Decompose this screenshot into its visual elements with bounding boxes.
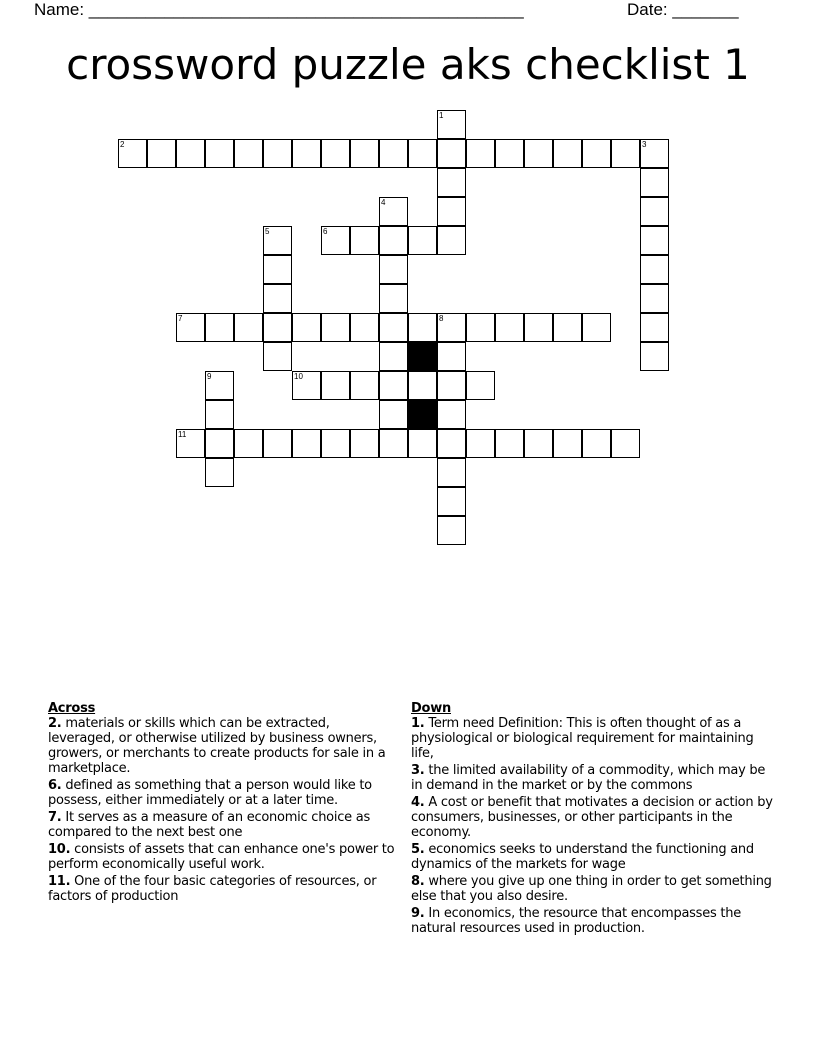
- grid-cell[interactable]: [466, 429, 495, 458]
- grid-cell[interactable]: [118, 139, 147, 168]
- grid-cell[interactable]: [379, 139, 408, 168]
- grid-cell[interactable]: [292, 313, 321, 342]
- clue-across: [48, 716, 398, 776]
- grid-cell[interactable]: [524, 139, 553, 168]
- grid-cell[interactable]: [205, 458, 234, 487]
- cell-number: 4: [381, 198, 386, 207]
- clue-text: Term need Definition: This is often thought of as a physiological or biological requirement for maintaining life,: [411, 716, 754, 761]
- clue-down: [411, 795, 776, 840]
- clue-down: [411, 874, 776, 904]
- clue-down: [411, 906, 776, 936]
- clue-number: 3.: [411, 763, 425, 778]
- grid-cell[interactable]: [495, 429, 524, 458]
- grid-cell[interactable]: [640, 255, 669, 284]
- grid-cell[interactable]: [524, 313, 553, 342]
- grid-cell[interactable]: [321, 371, 350, 400]
- page-title: crossword puzzle aks checklist 1: [66, 40, 750, 89]
- grid-cell[interactable]: [176, 313, 205, 342]
- clue-number: 11.: [48, 874, 71, 889]
- grid-cell[interactable]: [321, 429, 350, 458]
- grid-cell[interactable]: [234, 429, 263, 458]
- cell-number: 8: [439, 314, 444, 323]
- grid-cell[interactable]: [263, 255, 292, 284]
- grid-cell[interactable]: [147, 139, 176, 168]
- grid-cell[interactable]: [379, 197, 408, 226]
- grid-cell[interactable]: [176, 139, 205, 168]
- black-cell: [408, 400, 437, 429]
- grid-cell[interactable]: [408, 226, 437, 255]
- clue-text: A cost or benefit that motivates a decision or action by consumers, businesses, or other participants in the economy.: [411, 795, 773, 840]
- name-field[interactable]: Name: ______________________________________________: [34, 0, 524, 19]
- clue-text: One of the four basic categories of resources, or factors of production: [48, 874, 377, 904]
- cell-number: 2: [120, 140, 125, 149]
- clue-number: 4.: [411, 795, 425, 810]
- grid-cell[interactable]: [408, 139, 437, 168]
- clue-text: defined as something that a person would like to possess, either immediately or at a later time.: [48, 778, 372, 808]
- clue-text: the limited availability of a commodity, which may be in demand in the market or by the commons: [411, 763, 766, 793]
- grid-cell[interactable]: [640, 139, 669, 168]
- grid-cell[interactable]: [379, 313, 408, 342]
- grid-cell[interactable]: [263, 342, 292, 371]
- grid-cell[interactable]: [437, 487, 466, 516]
- grid-cell[interactable]: [321, 139, 350, 168]
- clue-text: where you give up one thing in order to get something else that you also desire.: [411, 874, 772, 904]
- clue-text: It serves as a measure of an economic choice as compared to the next best one: [48, 810, 371, 840]
- grid-cell[interactable]: [437, 313, 466, 342]
- grid-cell[interactable]: [495, 313, 524, 342]
- cell-number: 11: [178, 430, 187, 439]
- clue-number: 5.: [411, 842, 425, 857]
- clue-text: consists of assets that can enhance one's power to perform economically useful work.: [48, 842, 395, 872]
- cell-number: 1: [439, 111, 444, 120]
- clue-number: 1.: [411, 716, 425, 731]
- grid-cell[interactable]: [292, 429, 321, 458]
- grid-cell[interactable]: [379, 226, 408, 255]
- grid-cell[interactable]: [640, 284, 669, 313]
- grid-cell[interactable]: [379, 371, 408, 400]
- grid-cell[interactable]: [640, 168, 669, 197]
- grid-cell[interactable]: [437, 226, 466, 255]
- grid-cell[interactable]: [466, 139, 495, 168]
- clue-down: [411, 842, 776, 872]
- cell-number: 5: [265, 227, 270, 236]
- down-heading: Down: [411, 701, 451, 716]
- clue-down: [411, 763, 776, 793]
- grid-cell[interactable]: [263, 139, 292, 168]
- cell-number: 9: [207, 372, 212, 381]
- grid-cell[interactable]: [321, 313, 350, 342]
- grid-cell[interactable]: [292, 371, 321, 400]
- grid-cell[interactable]: [640, 342, 669, 371]
- grid-cell[interactable]: [437, 371, 466, 400]
- grid-cell[interactable]: [234, 139, 263, 168]
- grid-cell[interactable]: [263, 313, 292, 342]
- grid-cell[interactable]: [437, 400, 466, 429]
- clue-number: 6.: [48, 778, 62, 793]
- grid-cell[interactable]: [437, 168, 466, 197]
- grid-cell[interactable]: [553, 139, 582, 168]
- across-clues: [48, 701, 398, 906]
- grid-cell[interactable]: [350, 139, 379, 168]
- black-cell: [408, 342, 437, 371]
- grid-cell[interactable]: [582, 139, 611, 168]
- grid-cell[interactable]: [437, 516, 466, 545]
- grid-cell[interactable]: [437, 458, 466, 487]
- grid-cell[interactable]: [437, 197, 466, 226]
- grid-cell[interactable]: [205, 400, 234, 429]
- grid-cell[interactable]: [611, 429, 640, 458]
- grid-cell[interactable]: [437, 342, 466, 371]
- grid-cell[interactable]: [350, 371, 379, 400]
- grid-cell[interactable]: [205, 313, 234, 342]
- grid-cell[interactable]: [640, 226, 669, 255]
- grid-cell[interactable]: [640, 197, 669, 226]
- grid-cell[interactable]: [263, 226, 292, 255]
- cell-number: 10: [294, 372, 303, 381]
- clue-down: [411, 716, 776, 761]
- grid-cell[interactable]: [176, 429, 205, 458]
- grid-cell[interactable]: [379, 400, 408, 429]
- grid-cell[interactable]: [640, 313, 669, 342]
- down-clues: [411, 701, 776, 938]
- grid-cell[interactable]: [553, 313, 582, 342]
- clue-number: 8.: [411, 874, 425, 889]
- date-field[interactable]: Date: _______: [627, 0, 739, 19]
- clue-text: economics seeks to understand the functioning and dynamics of the markets for wage: [411, 842, 754, 872]
- grid-cell[interactable]: [205, 371, 234, 400]
- grid-cell[interactable]: [379, 342, 408, 371]
- grid-cell[interactable]: [553, 429, 582, 458]
- grid-cell[interactable]: [350, 226, 379, 255]
- grid-cell[interactable]: [205, 429, 234, 458]
- grid-cell[interactable]: [263, 429, 292, 458]
- grid-cell[interactable]: [408, 371, 437, 400]
- clue-across: [48, 778, 398, 808]
- cell-number: 6: [323, 227, 328, 236]
- clue-across: [48, 874, 398, 904]
- clue-number: 9.: [411, 906, 425, 921]
- grid-cell[interactable]: [437, 429, 466, 458]
- grid-cell[interactable]: [524, 429, 553, 458]
- grid-cell[interactable]: [408, 313, 437, 342]
- grid-cell[interactable]: [408, 429, 437, 458]
- clue-number: 7.: [48, 810, 62, 825]
- grid-cell[interactable]: [292, 139, 321, 168]
- cell-number: 3: [642, 140, 647, 149]
- grid-cell[interactable]: [379, 284, 408, 313]
- grid-cell[interactable]: [582, 313, 611, 342]
- grid-cell[interactable]: [466, 371, 495, 400]
- grid-cell[interactable]: [205, 139, 234, 168]
- clue-number: 10.: [48, 842, 71, 857]
- clue-across: [48, 842, 398, 872]
- grid-cell[interactable]: [495, 139, 524, 168]
- grid-cell[interactable]: [263, 284, 292, 313]
- grid-cell[interactable]: [466, 313, 495, 342]
- grid-cell[interactable]: [379, 255, 408, 284]
- clue-text: materials or skills which can be extracted, leveraged, or otherwise utilized by business owners, growers, or merchants to create products for sale in a marketplace.: [48, 716, 386, 776]
- grid-cell[interactable]: [437, 110, 466, 139]
- across-heading: Across: [48, 701, 96, 716]
- grid-cell[interactable]: [582, 429, 611, 458]
- grid-cell[interactable]: [379, 429, 408, 458]
- grid-cell[interactable]: [350, 313, 379, 342]
- grid-cell[interactable]: [350, 429, 379, 458]
- grid-cell[interactable]: [321, 226, 350, 255]
- grid-cell[interactable]: [437, 139, 466, 168]
- clue-text: In economics, the resource that encompasses the natural resources used in production.: [411, 906, 741, 936]
- clue-number: 2.: [48, 716, 62, 731]
- grid-cell[interactable]: [234, 313, 263, 342]
- grid-cell[interactable]: [611, 139, 640, 168]
- cell-number: 7: [178, 314, 183, 323]
- clue-across: [48, 810, 398, 840]
